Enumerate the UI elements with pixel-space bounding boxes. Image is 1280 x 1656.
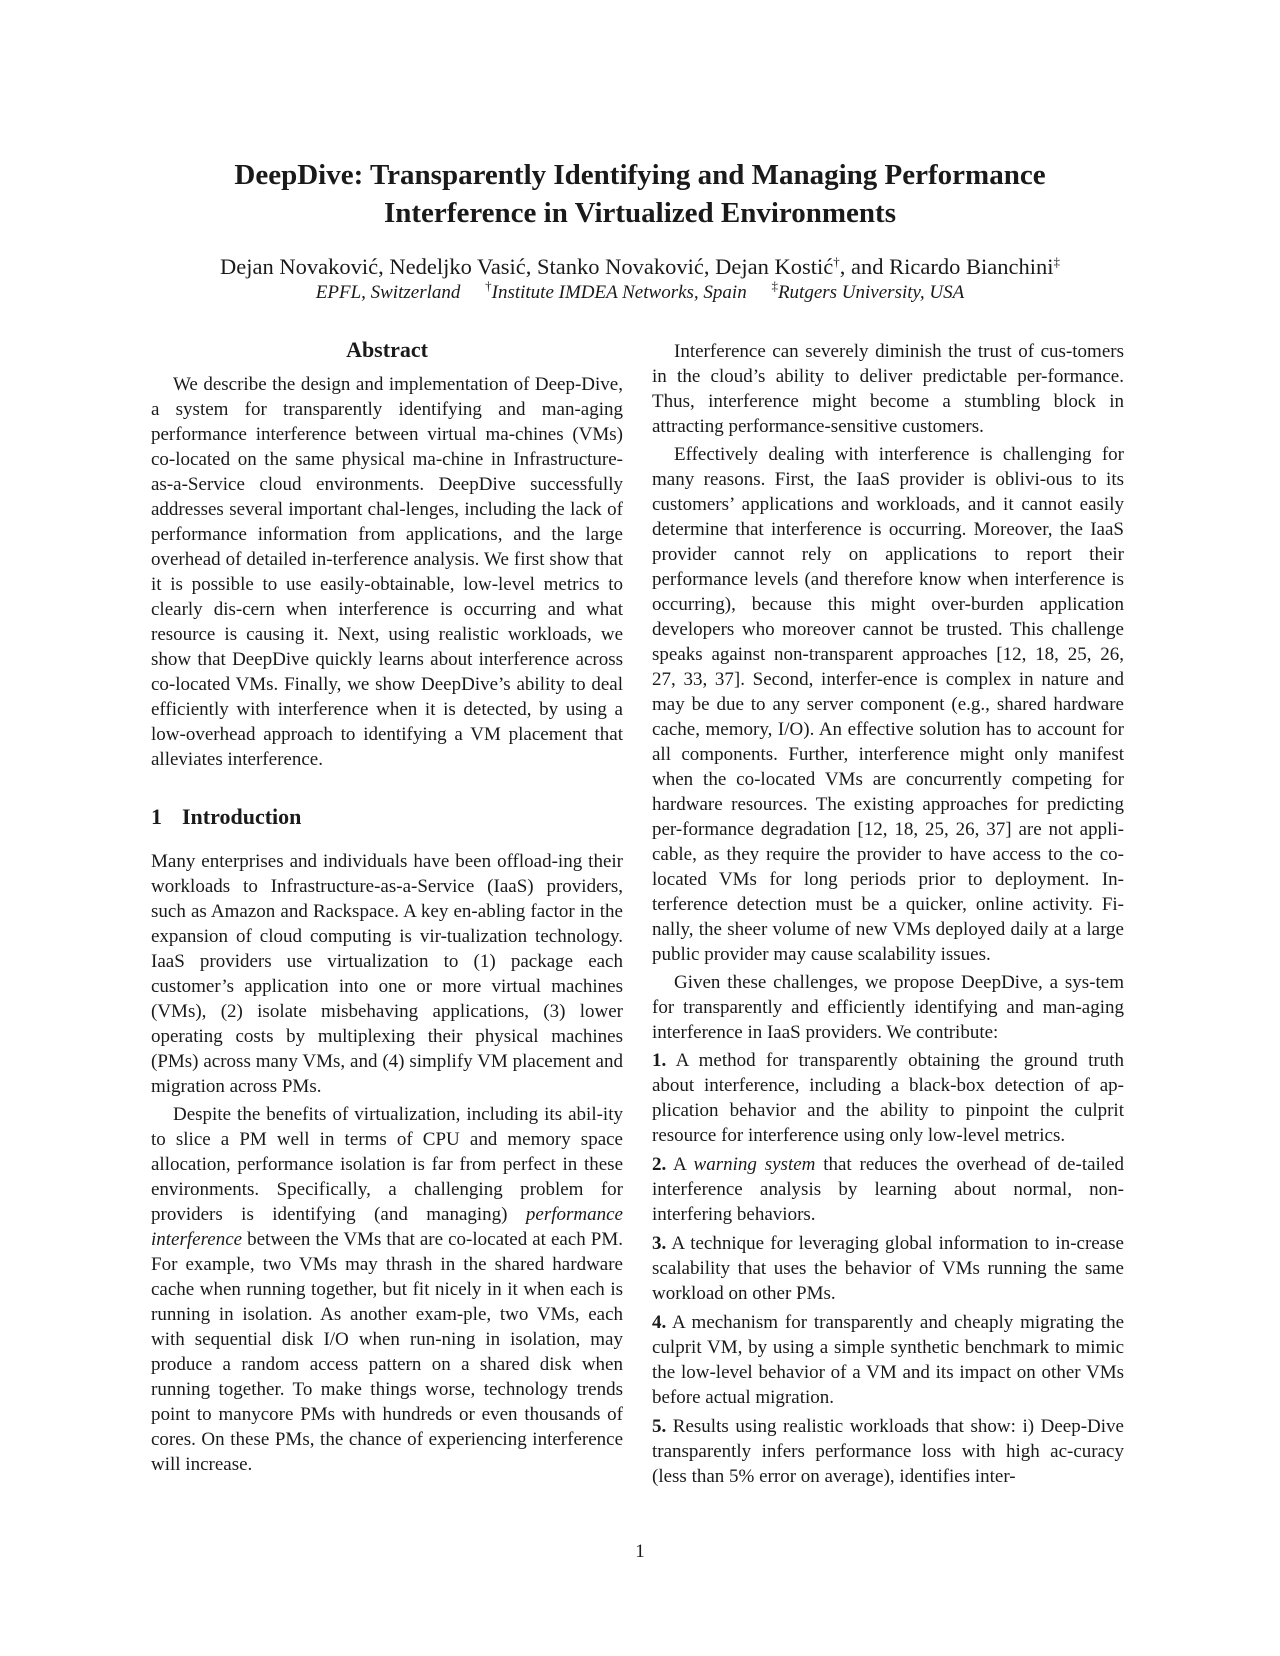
section-heading-introduction (151, 803, 623, 831)
contribution-item: 3. A technique for leveraging global information to in-crease scalability that uses the behavior of VMs running the same workload on other PMs. (652, 1233, 1124, 1304)
affiliation-rutgers: ‡Rutgers University, USA (771, 278, 965, 303)
emphasis-performance-interference: performance interference (151, 1204, 623, 1250)
contribution-item: 5. Results using realistic workloads that show: i) Deep-Dive transparently infers performance loss with high ac-curacy (less than 5% error on average), identifies inter- (652, 1416, 1124, 1487)
intro-paragraph-2: Despite the benefits of virtualization, including its abil-ity to slice a PM well in terms of CPU and memory space allocation, performance isolation is far from perfect in these environments. Specifically, a challenging problem for providers is identifying (and managing) performance interference between the VMs that are co-located at each PM. For example, two VMs may thrash in the shared hardware cache when running together, but fit nicely in it when each is running in isolation. As another exam-ple, two VMs, each with sequential disk I/O when run-ning in isolation, may produce a random access pattern on a shared disk when running together. To make things worse, technology trends point to manycore PMs with hundreds or even thousands of cores. On these PMs, the chance of experiencing interference will increase. (151, 1104, 623, 1475)
emphasis-warning-system: warning system (693, 1154, 816, 1175)
intro-paragraph-4: Effectively dealing with interference is challenging for many reasons. First, the IaaS provider is oblivi-ous to its customers’ applications and workloads, and it cannot easily determine that interference is occurring. Moreover, the IaaS provider cannot rely on applications to report their performance levels (and therefore know when interference is occurring), because this might over-burden application developers who moreover cannot be trusted. This challenge speaks against non-transparent approaches [12, 18, 25, 26, 27, 33, 37]. Second, interfer-ence is complex in nature and may be due to any server component (e.g., shared hardware cache, memory, I/O). An effective solution has to account for all components. Further, interference might only manifest when the co-located VMs are concurrently competing for hardware resources. The existing approaches for predicting per-formance degradation [12, 18, 25, 26, 37] are not appli-cable, as they require the provider to have access to the co-located VMs for long periods prior to deployment. In-terference detection must be a quicker, online activity. Fi-nally, the sheer volume of new VMs deployed daily at a large public provider may cause scalability issues. (652, 444, 1124, 965)
section-number: 1 (151, 804, 162, 829)
abstract-heading: Abstract (346, 337, 428, 362)
title-line-1: DeepDive: Transparently Identifying and Managing Performance (234, 159, 1046, 191)
authors-last: , and Ricardo Bianchini (839, 254, 1054, 279)
double-dagger-mark: ‡ (1053, 254, 1060, 269)
intro-paragraph-3: Interference can severely diminish the trust of cus-tomers in the cloud’s ability to deliver predictable per-formance. Thus, interference might become a stumbling block in attracting performance-sensitive customers. (652, 341, 1124, 437)
contribution-item: 2. A warning system that reduces the overhead of de-tailed interference analysis by learning about normal, non-interfering behaviors. (652, 1154, 1125, 1225)
paper-title (150, 156, 1130, 232)
section-title: Introduction (182, 804, 302, 829)
contribution-item: 4. A mechanism for transparently and cheaply migrating the culprit VM, by using a simple synthetic benchmark to mimic the low-level behavior of a VM and its impact on other VMs before actual migration. (652, 1312, 1124, 1408)
affiliations (120, 280, 1160, 306)
right-column (652, 339, 1124, 1493)
authors-main: Dejan Novaković, Nedeljko Vasić, Stanko Novaković, Dejan Kostić (220, 254, 834, 279)
affiliation-epfl: EPFL, Switzerland (315, 282, 461, 303)
title-line-2: Interference in Virtualized Environments (383, 197, 897, 229)
page-number: 1 (635, 1541, 645, 1562)
left-column (151, 336, 623, 1480)
dagger-mark: † (833, 254, 840, 269)
author-list (120, 253, 1160, 281)
intro-paragraph-1: Many enterprises and individuals have been offload-ing their workloads to Infrastructure-as-a-Service (IaaS) providers, such as Amazon and Rackspace. A key en-abling factor in the expansion of cloud computing is vir-tualization technology. IaaS providers use virtualization to (1) package each customer’s application into one or more virtual machines (VMs), (2) isolate misbehaving applications, (3) lower operating costs by multiplexing their physical machines (PMs) across many VMs, and (4) simplify VM placement and migration across PMs. (151, 851, 623, 1097)
abstract-paragraph: We describe the design and implementation of Deep-Dive, a system for transparently identifying and man-aging performance interference between virtual ma-chines (VMs) co-located on the same physical ma-chine in Infrastructure-as-a-Service cloud environments. DeepDive successfully addresses several important chal-lenges, including the lack of performance information from applications, and the large overhead of detailed in-terference analysis. We first show that it is possible to use easily-obtainable, low-level metrics to clearly dis-cern when interference is occurring and what resource is causing it. Next, using realistic workloads, we show that DeepDive quickly learns about interference across co-located VMs. Finally, we show DeepDive’s ability to deal efficiently with interference when it is detected, by using a low-overhead approach to identifying a VM placement that alleviates interference. (151, 374, 623, 770)
contribution-item: 1. A method for transparently obtaining the ground truth about interference, including a black-box detection of ap-plication behavior and the ability to pinpoint the culprit resource for interference using only low-level metrics. (652, 1050, 1124, 1146)
intro-paragraph-5: Given these challenges, we propose DeepDive, a sys-tem for transparently and efficiently identifying and man-aging interference in IaaS providers. We contribute: (652, 972, 1124, 1043)
affiliation-imdea: †Institute IMDEA Networks, Spain (485, 278, 747, 303)
